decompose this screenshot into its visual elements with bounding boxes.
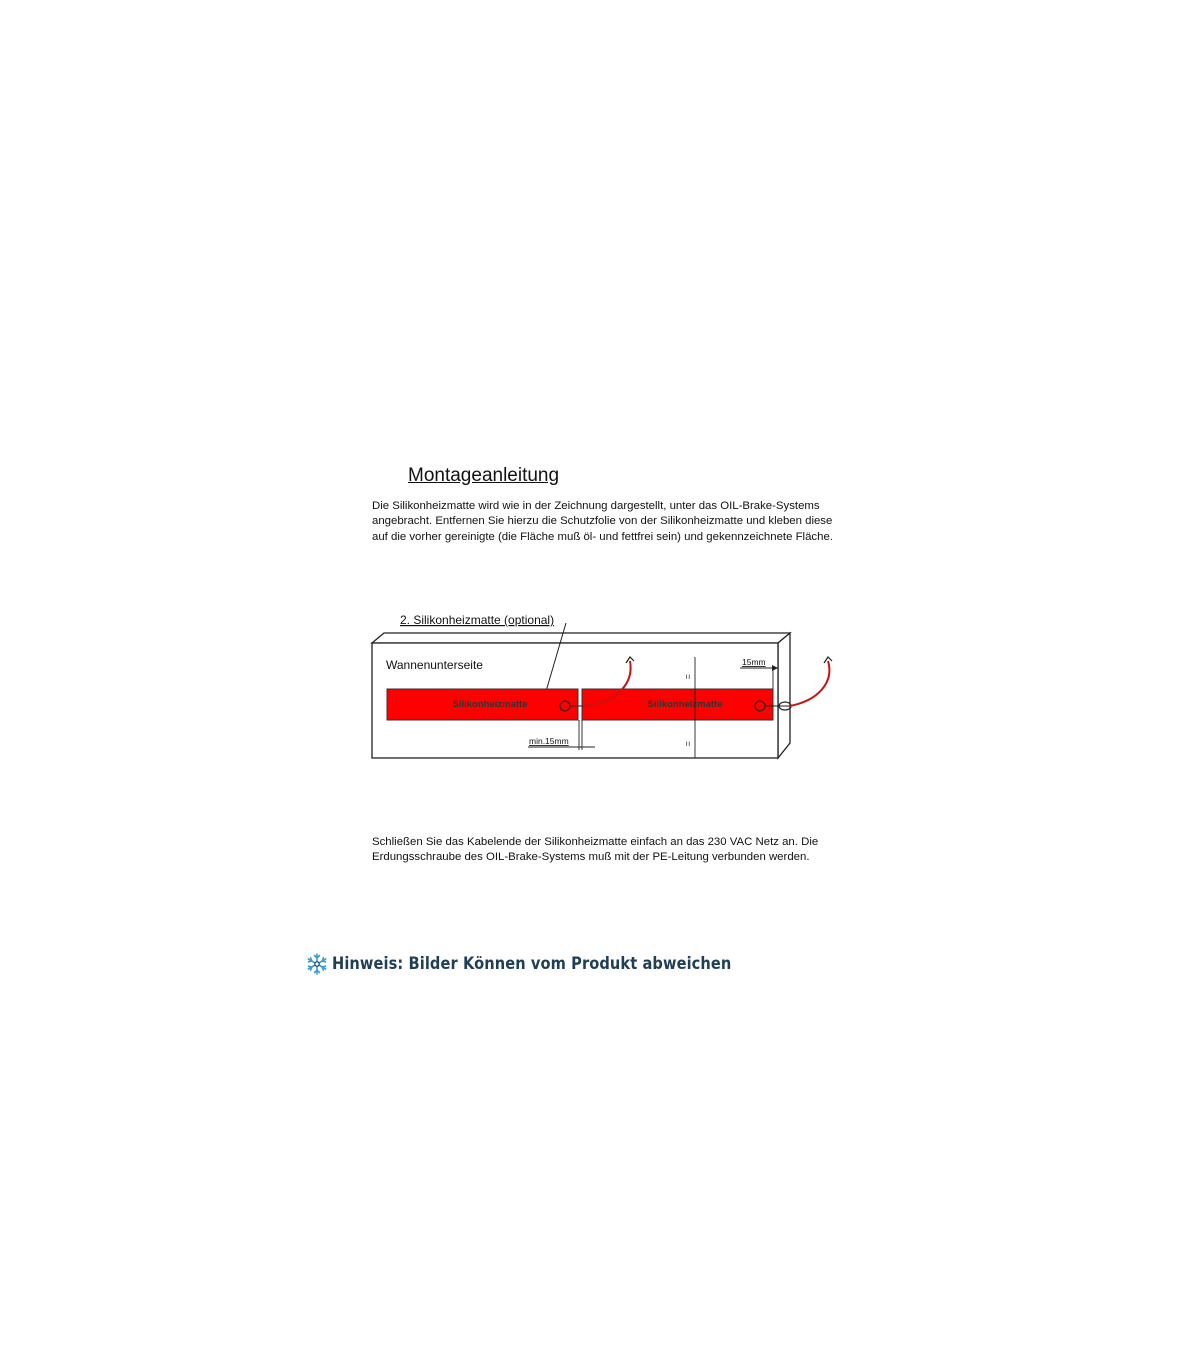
instruction-paragraph-1: Die Silikonheizmatte wird wie in der Zeichnung dargestellt, unter das OIL-Brake-Systems angebracht. Entfernen Sie hierzu die Schutzfolie von der Silikonheizmatte und kleben diese auf die vorher gereinigte (die Fläche muß öl- und fettfrei sein) und gekennzeichnete Fläche. <box>372 500 833 543</box>
heating-mat-1-label: Silikonheizmatte <box>452 699 528 710</box>
cable-2 <box>790 661 829 706</box>
box-top-face <box>372 633 790 643</box>
instruction-paragraph-2: Schließen Sie das Kabelende der Silikonheizmatte einfach an das 230 VAC Netz an. Die Erdungsschraube des OIL-Brake-Systems muß mit der PE-Leitung verbunden werden. <box>372 836 819 864</box>
gap-dimension-label: min.15mm <box>529 736 569 746</box>
image-disclaimer <box>305 950 796 978</box>
equal-mark-top: = <box>683 674 693 680</box>
disclaimer-text: Hinweis: Bilder Können vom Produkt abweichen <box>332 954 732 974</box>
connector-1 <box>560 701 570 711</box>
edge-dimension-label: 15mm <box>742 657 766 667</box>
connector-2 <box>755 701 765 711</box>
installation-drawing <box>300 605 900 775</box>
snowflake-icon <box>305 952 329 976</box>
equal-mark-bottom: = <box>683 741 693 747</box>
callout-label: 2. Silikonheizmatte (optional) <box>400 613 555 627</box>
box-side-face <box>778 633 790 758</box>
surface-label: Wannenunterseite <box>386 658 483 672</box>
document-title: Montageanleitung <box>408 465 560 486</box>
installation-document <box>300 455 900 905</box>
heating-mat-2-label: Silikonheizmatte <box>647 699 723 710</box>
